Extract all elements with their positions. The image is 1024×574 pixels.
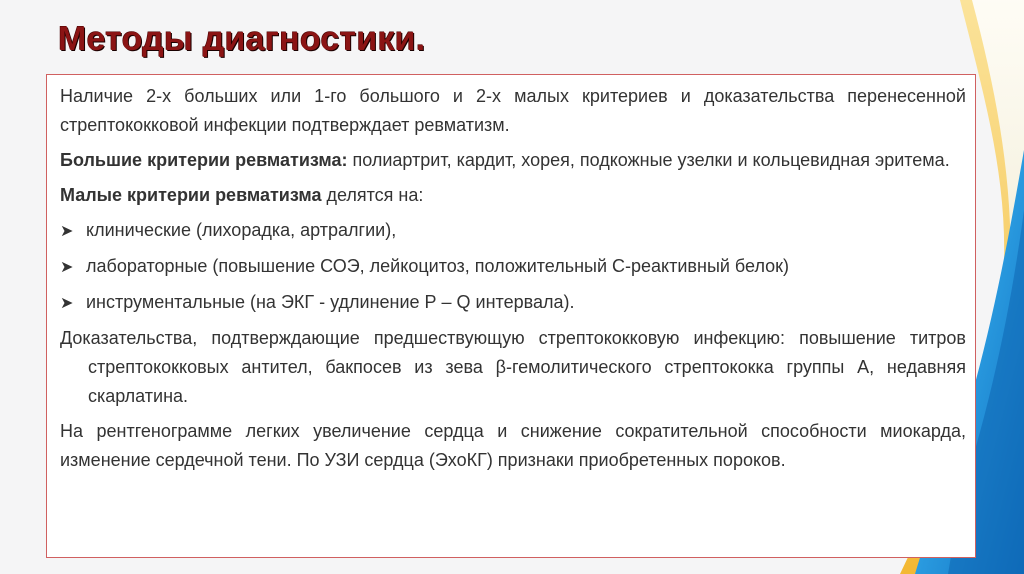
minor-criteria-text: делятся на:: [321, 185, 424, 205]
arrow-bullet-icon: ➤: [60, 223, 74, 240]
bullet-text: лабораторные (повышение СОЭ, лейкоцитоз, положительный С-реактивный белок): [86, 256, 790, 276]
paragraph-major-criteria: [60, 146, 966, 175]
paragraph-strep-evidence: Доказательства, подтверждающие предшествующую стрептококковую инфекцию: повышение титров стрептококковых антител, бакпосев из зева β-гемолитического стрептококка группы А, недавняя скарлатина.: [60, 328, 966, 406]
bullet-text: клинические (лихорадка, артралгии),: [86, 220, 397, 240]
bullet-text: инструментальные (на ЭКГ - удлинение Р – Q интервала).: [86, 292, 575, 312]
arrow-bullet-icon: ➤: [60, 295, 74, 312]
content-text: [60, 82, 966, 481]
list-item: [60, 252, 966, 282]
minor-criteria-heading: Малые критерии ревматизма: [60, 185, 322, 205]
major-criteria-heading: Большие критерии ревматизма:: [60, 150, 348, 170]
arrow-bullet-icon: ➤: [60, 259, 74, 276]
paragraph-imaging-findings: На рентгенограмме легких увеличение сердца и снижение сократительной способности миокарда, изменение сердечной тени. По УЗИ сердца (ЭхоКГ) признаки приобретенных пороков.: [60, 421, 966, 470]
list-item: [60, 288, 966, 318]
paragraph-minor-criteria: [60, 181, 966, 210]
paragraph-criteria-summary: Наличие 2-х больших или 1-го большого и 2-х малых критериев и доказательства перенесенной стрептококковой инфекции подтверждает ревматизм.: [60, 86, 966, 135]
slide-title: Методы диагностики.: [58, 20, 426, 58]
list-item: [60, 216, 966, 246]
major-criteria-text: полиартрит, кардит, хорея, подкожные узелки и кольцевидная эритема.: [347, 150, 950, 170]
